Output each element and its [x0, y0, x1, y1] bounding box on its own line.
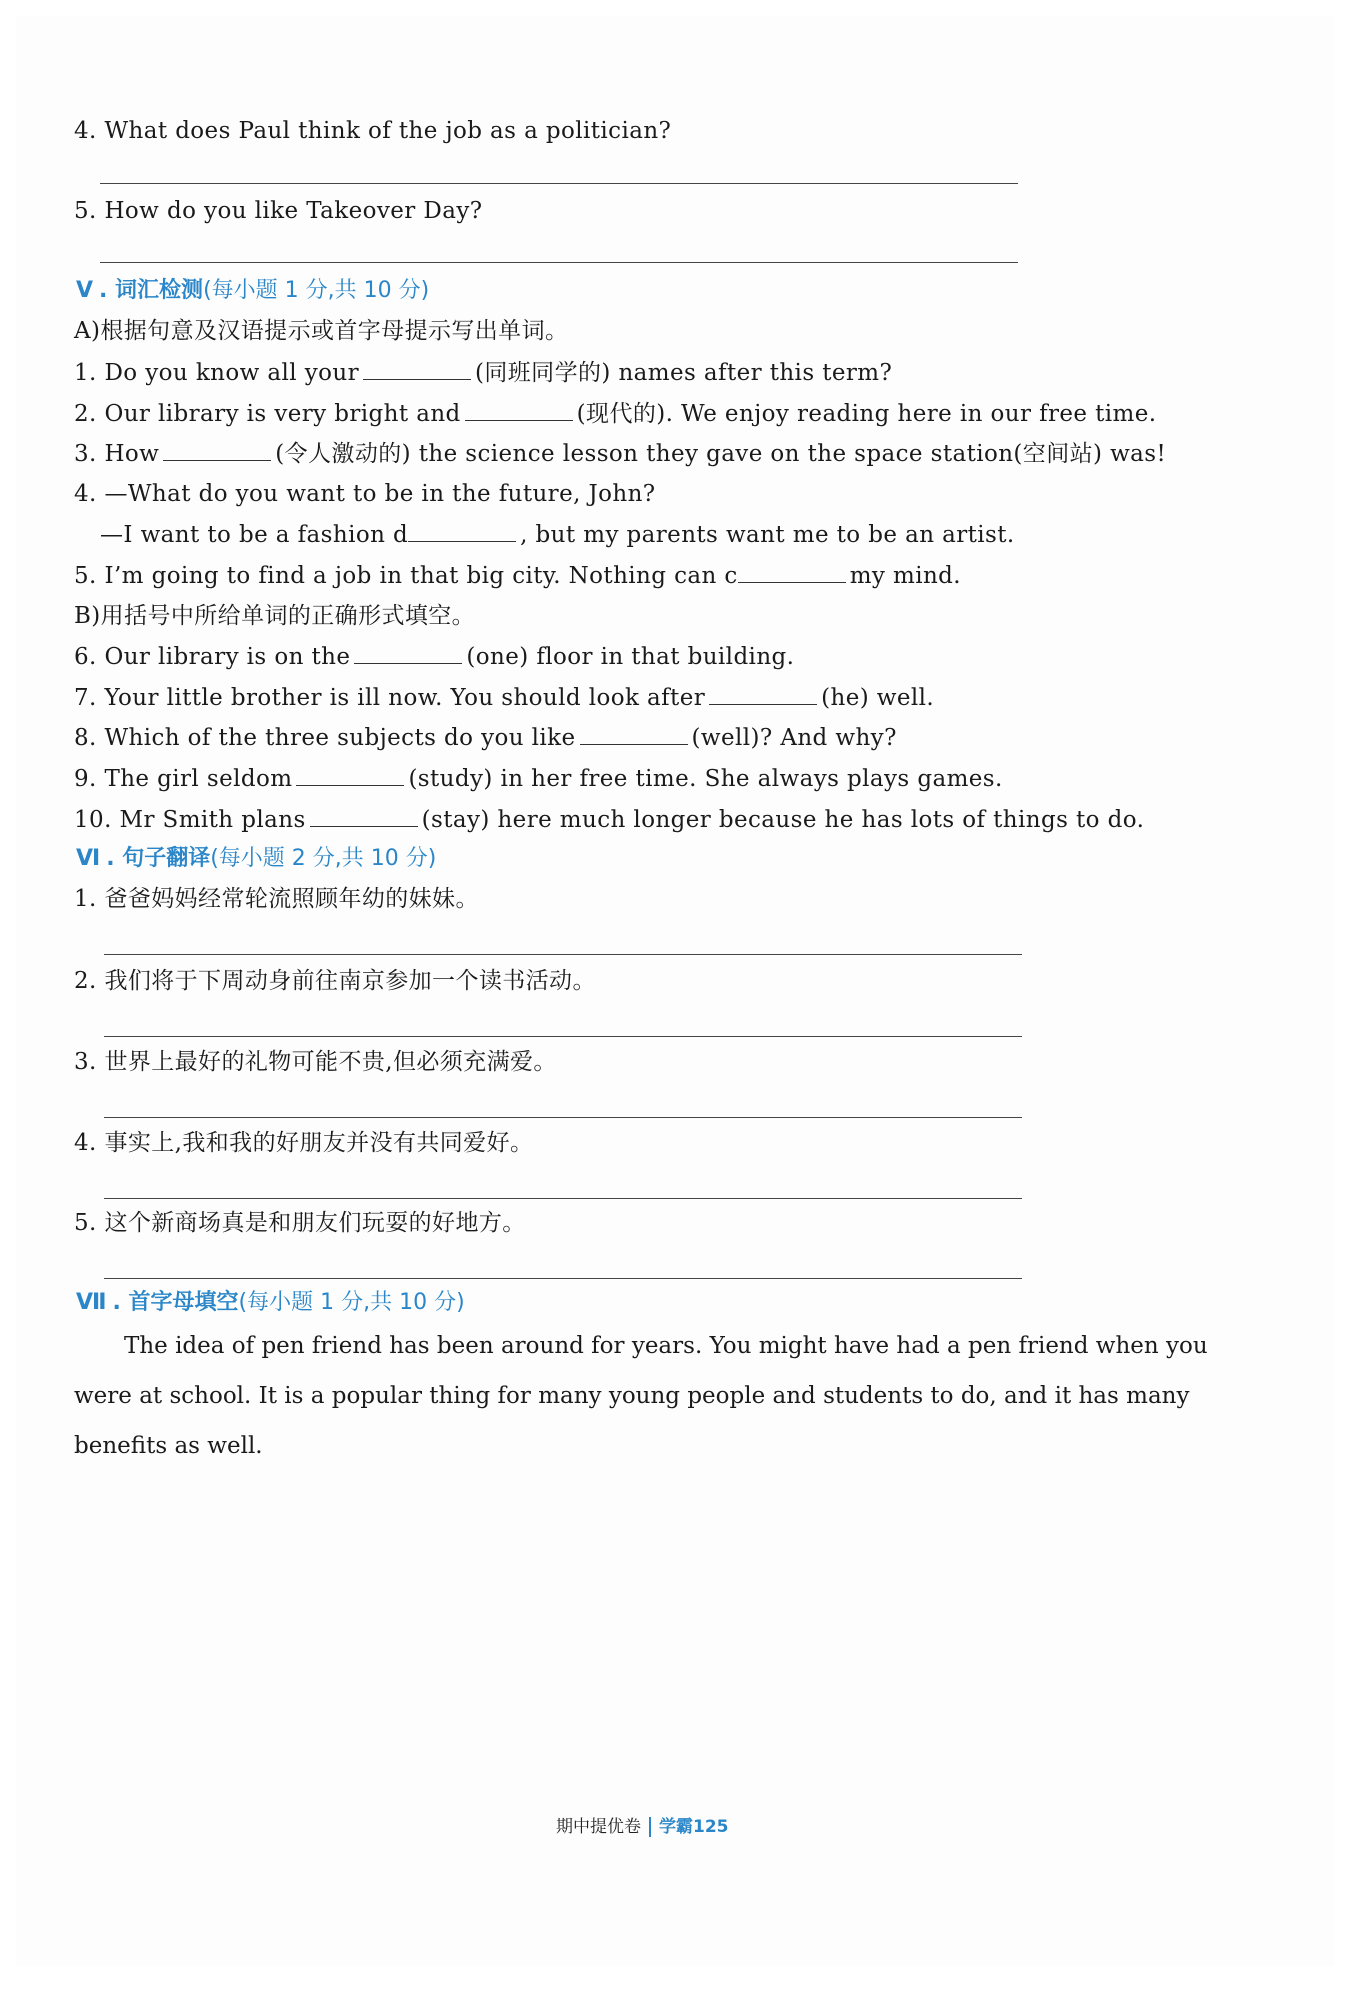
question-4	[74, 116, 671, 146]
question-number: 5.	[74, 198, 97, 224]
fill-blank[interactable]	[738, 560, 846, 583]
item-a2	[74, 398, 1156, 429]
item-a4-answer	[100, 519, 1015, 550]
fill-blank[interactable]	[709, 682, 817, 705]
item-text: (one) floor in that building.	[466, 644, 795, 670]
footer-divider	[649, 1817, 651, 1837]
answer-line[interactable]	[104, 1278, 1022, 1279]
question-number: 4.	[74, 118, 97, 144]
item-a5	[74, 560, 961, 591]
answer-line[interactable]	[104, 1117, 1022, 1118]
item-text: , but my parents want me to be an artist.	[520, 522, 1015, 548]
footer-brand: 学霸	[659, 1817, 693, 1837]
answer-line[interactable]	[104, 1198, 1022, 1199]
item-text: 10. Mr Smith plans	[74, 807, 306, 833]
item-b10	[74, 804, 1144, 835]
question-5	[74, 196, 482, 226]
item-text: 9. The girl seldom	[74, 766, 293, 792]
cloze-passage	[74, 1321, 1274, 1471]
fill-blank[interactable]	[354, 641, 462, 664]
answer-line[interactable]	[100, 262, 1018, 263]
item-b7	[74, 682, 934, 713]
fill-blank[interactable]	[296, 763, 404, 786]
translation-item-5: 5. 这个新商场真是和朋友们玩耍的好地方。	[74, 1210, 526, 1236]
item-text: 8. Which of the three subjects do you like	[74, 725, 576, 751]
item-text: 2. Our library is very bright and	[74, 401, 461, 427]
section-number: Ⅶ	[76, 1290, 107, 1315]
section-number: Ⅵ	[76, 846, 101, 871]
page-number: 125	[693, 1817, 729, 1837]
item-text: 6. Our library is on the	[74, 644, 351, 670]
translation-item-3: 3. 世界上最好的礼物可能不贵,但必须充满爱。	[74, 1049, 557, 1075]
question-text: What does Paul think of the job as a politician?	[104, 118, 672, 144]
section-7-heading	[76, 1288, 465, 1318]
section-title: . 句子翻译	[106, 846, 211, 871]
item-b8	[74, 722, 897, 753]
item-b9	[74, 763, 1003, 794]
item-b6	[74, 641, 794, 672]
translation-item-1: 1. 爸爸妈妈经常轮流照顾年幼的妹妹。	[74, 886, 479, 912]
item-text: my mind.	[849, 563, 962, 589]
fill-blank[interactable]	[363, 357, 471, 380]
passage-line: were at school. It is a popular thing for many young people and students to do, and it has many	[74, 1383, 1190, 1409]
item-text: (stay) here much longer because he has lots of things to do.	[421, 807, 1145, 833]
translation-item-2: 2. 我们将于下周动身前往南京参加一个读书活动。	[74, 968, 596, 994]
part-a-instruction: A)根据句意及汉语提示或首字母提示写出单词。	[74, 318, 569, 344]
section-title: . 首字母填空	[112, 1290, 239, 1315]
item-text: (study) in her free time. She always plays games.	[408, 766, 1003, 792]
item-a1	[74, 357, 892, 388]
page-footer	[556, 1812, 729, 1837]
section-score: (每小题 2 分,共 10 分)	[210, 846, 437, 871]
translation-item-4: 4. 事实上,我和我的好朋友并没有共同爱好。	[74, 1130, 534, 1156]
passage-line: benefits as well.	[74, 1433, 263, 1459]
item-text: (well)? And why?	[691, 725, 897, 751]
item-text: (同班同学的) names after this term?	[475, 360, 893, 386]
item-text: 1. Do you know all your	[74, 360, 359, 386]
passage-line: The idea of pen friend has been around for years. You might have had a pen friend when you	[124, 1333, 1208, 1359]
question-text: How do you like Takeover Day?	[104, 198, 483, 224]
fill-blank[interactable]	[163, 438, 271, 461]
item-text: 3. How	[74, 441, 160, 467]
section-title: . 词汇检测	[99, 278, 204, 303]
fill-blank[interactable]	[465, 398, 573, 421]
answer-line[interactable]	[104, 1036, 1022, 1037]
fill-blank[interactable]	[310, 804, 418, 827]
section-score: (每小题 1 分,共 10 分)	[238, 1290, 465, 1315]
worksheet-page	[16, 16, 1334, 1966]
item-text: (令人激动的) the science lesson they gave on the space station(空间站) was!	[275, 441, 1167, 467]
section-number: V	[76, 278, 94, 303]
item-text: 7. Your little brother is ill now. You should look after	[74, 685, 706, 711]
item-text: (现代的). We enjoy reading here in our free time.	[576, 401, 1157, 427]
item-a4-question: 4. —What do you want to be in the future, John?	[74, 481, 656, 507]
answer-line[interactable]	[104, 954, 1022, 955]
fill-blank[interactable]	[408, 519, 516, 542]
item-text: 5. I’m going to find a job in that big city. Nothing can c	[74, 563, 738, 589]
fill-blank[interactable]	[580, 722, 688, 745]
item-text: —I want to be a fashion d	[100, 522, 409, 548]
part-b-instruction: B)用括号中所给单词的正确形式填空。	[74, 603, 476, 629]
section-score: (每小题 1 分,共 10 分)	[203, 278, 430, 303]
footer-label: 期中提优卷	[556, 1817, 641, 1837]
answer-line[interactable]	[100, 183, 1018, 184]
section-6-heading	[76, 844, 436, 874]
section-5-heading	[76, 276, 429, 306]
item-text: (he) well.	[821, 685, 935, 711]
item-a3	[74, 438, 1166, 469]
